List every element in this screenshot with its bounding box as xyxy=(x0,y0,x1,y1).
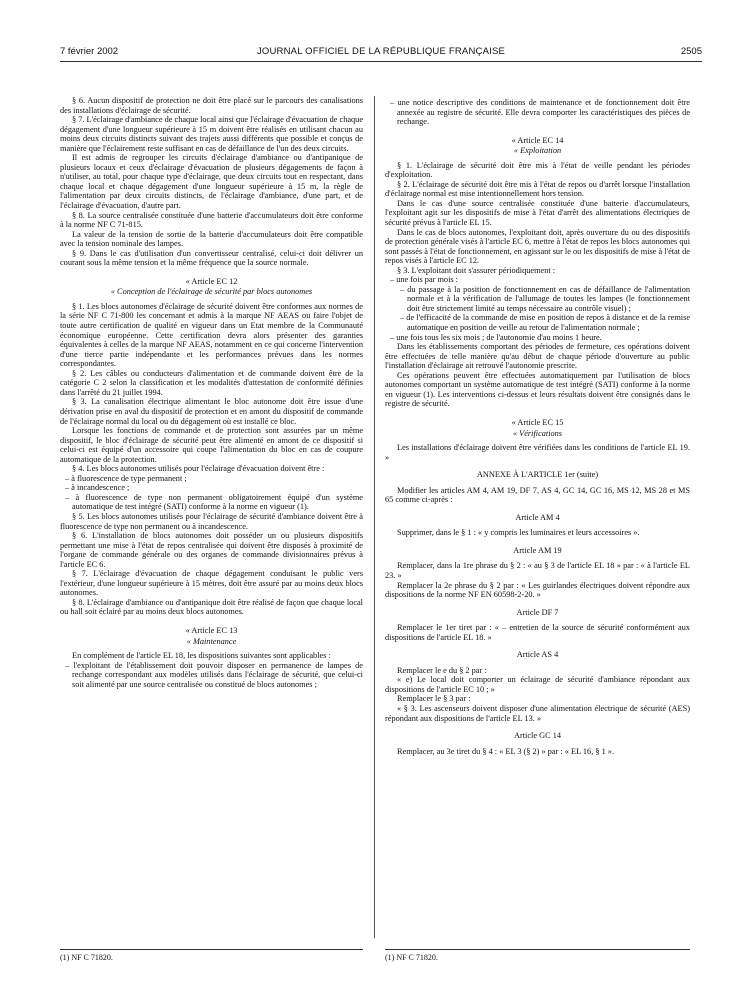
footnote-left: (1) NF C 71820. xyxy=(60,953,113,962)
paragraph: § 4. Les blocs autonomes utilisés pour l'éclairage d'évacuation doivent être : xyxy=(72,464,325,474)
paragraph: § 2. L'éclairage de sécurité doit être mis à l'état de repos ou d'arrêt lorsque l'installation d'éclairage normal est mise intentionnellement hors tension. xyxy=(385,179,690,199)
dash-item: – l'exploitant de l'établissement doit pouvoir disposer en permanence de lampes de rechange correspondant aux modèles utilisés dans l'éclairage de sécurité, que celui-ci soit alimenté par une source centralisée ou constitué de blocs autonomes ; xyxy=(65,660,363,689)
paragraph: Il est admis de regrouper les circuits d'éclairage d'ambiance ou d'antipanique de plusieurs locaux et ceux d'éclairage d'évacuation de plusieurs dégagements de façon à n'utiliser, au total, pour chaque type d'éclairage, que deux circuits tout en respectant, dans chaque local et chaque dégagement d'une longueur supérieure à 15 m, la règle de l'alimentation par deux circuits distincts, de l'éclairage d'ambiance, d'une part, et de l'éclairage d'évacuation, d'autre part. xyxy=(60,153,363,211)
right-column xyxy=(385,98,690,756)
paragraph: Supprimer, dans le § 1 : « y compris les luminaires et leurs accessoires ». xyxy=(397,528,640,538)
paragraph: La valeur de la tension de sortie de la batterie d'accumulateurs doit être compatible avec la tension nominale des lampes. xyxy=(60,229,363,249)
article-gc14-heading: Article GC 14 xyxy=(513,731,561,741)
paragraph: § 1. Les blocs autonomes d'éclairage de sécurité doivent être conformes aux normes de la série NF C 71-800 les concernant et admis à la marque NF AEAS ou faire l'objet de toute autre certification de qualité en vigueur dans un Etat membre de la Communauté économique européenne. Cette certification devra alors présenter des garanties équivalentes à celles de la marque NF AEAS, notamment en ce qui concerne l'intervention d'une tierce partie indépendante et les performances prévues dans les normes correspondantes. xyxy=(60,301,363,369)
paragraph: Remplacer le 1er tiret par : « – entretien de la source de sécurité conformément aux dispositions de l'article EL 18. » xyxy=(385,623,690,642)
page-number: 2505 xyxy=(680,46,702,57)
dash-item: – à fluorescence de type non permanent obligatoirement équipé d'un système automatique de test intégré (SATI) conforme à la norme en vigueur (1). xyxy=(65,492,363,512)
article-ec12-subtitle: « Conception de l'éclairage de sécurité par blocs autonomes xyxy=(110,287,313,297)
paragraph: § 7. L'éclairage d'ambiance de chaque local ainsi que l'éclairage d'évacuation de chaque dégagement d'une longueur supérieure à 15 m doivent être réalisés en utilisant chacun au moins deux circuits distincts suivant des trajets aussi différents que possible et conçus de manière que l'éclairement reste suffisant en cas de défaillance de l'un des deux circuits. xyxy=(60,115,363,153)
journal-title: JOURNAL OFFICIEL DE LA RÉPUBLIQUE FRANÇAISE xyxy=(256,46,506,57)
article-ec14-title: « Article EC 14 xyxy=(511,135,564,145)
paragraph: § 8. L'éclairage d'ambiance ou d'antipanique doit être réalisé de façon que chaque local ou hall soit éclairé par au moins deux blocs autonomes. xyxy=(60,597,363,617)
article-as4-heading: Article AS 4 xyxy=(516,650,559,660)
paragraph: § 3. La canalisation électrique alimentant le bloc autonome doit être issue d'une dérivation prise en aval du dispositif de protection et en amont du dispositif de commande de l'éclairage normal du local ou du dégagement où est installé ce bloc. xyxy=(60,397,363,426)
paragraph: Ces opérations peuvent être effectuées automatiquement par l'utilisation de blocs autonomes comportant un système automatique de test intégré (SATI) conforme à la norme en vigueur (1). Les interventions ci-dessus et leurs résultats doivent être consignés dans le registre de sécurité. xyxy=(385,370,690,409)
paragraph: § 1. L'éclairage de sécurité doit être mis à l'état de veille pendant les périodes d'exploitation. xyxy=(385,160,690,180)
paragraph: En complément de l'article EL 18, les dispositions suivantes sont applicables : xyxy=(72,651,331,661)
dash-item: – une notice descriptive des conditions de maintenance et de fonctionnement doit être annexée au registre de sécurité. Elle devra comporter les caractéristiques des pièces de rechange. xyxy=(390,98,690,127)
article-ec15-subtitle: « Vérifications xyxy=(512,428,563,438)
paragraph: Remplacer la 2e phrase du § 2 par : « Les guirlandes électriques doivent répondre aux dispositions de la norme NF EN 60598-2-20. » xyxy=(385,580,690,600)
dash-item: – une fois par mois : xyxy=(390,275,458,285)
page-header xyxy=(60,46,702,62)
paragraph: Dans le cas d'une source centralisée constituée d'une batterie d'accumulateurs, l'exploitant agit sur les dispositifs de mise à l'état d'arrêt des alimentations électriques de sécurité prévus à l'article EL 15. xyxy=(385,198,690,228)
paragraph: Dans les établissements comportant des périodes de fermeture, ces opérations doivent être effectuées de telle manière qu'au début de chaque période d'ouverture au public l'installation d'éclairage ait retrouvé l'autonomie prescrite. xyxy=(385,342,690,371)
paragraph: Dans le cas de blocs autonomes, l'exploitant doit, après ouverture du ou des dispositifs de protection générale visés à l'article EC 6, mettre à l'état de repos les blocs autonomes qui sont passés à l'état de fonctionnement, en agissant sur le ou les dispositifs de mise à l'état de repos visés à l'article EC 12. xyxy=(385,227,690,266)
paragraph: § 5. Les blocs autonomes utilisés pour l'éclairage de sécurité d'ambiance doivent être à fluorescence de type non permanent ou à incandescence. xyxy=(60,511,363,531)
paragraph: § 7. L'éclairage d'évacuation de chaque dégagement conduisant le public vers l'extérieur, d'une longueur supérieure à 15 mètres, doit être assuré par au moins deux blocs autonomes. xyxy=(60,569,363,598)
article-ec13-subtitle: « Maintenance xyxy=(186,636,237,646)
article-am4-heading: Article AM 4 xyxy=(515,512,560,522)
paragraph: Remplacer le § 3 par : xyxy=(397,694,471,704)
annex-heading: ANNEXE À L'ARTICLE 1er (suite) xyxy=(476,470,599,480)
paragraph: Modifier les articles AM 4, AM 19, DF 7, AS 4, GC 14, GC 16, MS 12, MS 28 et MS 65 comme ci-après : xyxy=(385,485,690,505)
article-ec13-title: « Article EC 13 xyxy=(185,625,238,635)
paragraph: Remplacer, au 3e tiret du § 4 : « EL 3 (§ 2) » par : « EL 16, § 1 ». xyxy=(397,746,615,756)
dash-item: – une fois tous les six mois ; de l'autonomie d'au moins 1 heure. xyxy=(390,332,602,342)
paragraph: § 8. La source centralisée constituée d'une batterie d'accumulateurs doit être conforme à la norme NF C 71-815. xyxy=(60,210,363,230)
header-rule xyxy=(60,61,702,62)
paragraph: Les installations d'éclairage doivent être vérifiées dans les conditions de l'article EL 19. » xyxy=(385,443,690,462)
paragraph: § 6. L'installation de blocs autonomes doit posséder un ou plusieurs dispositifs permettant une mise à l'état de repos centralisée qui doivent être disposés à proximité de l'organe de commande générale ou des organes de commande divisionnaires prévus à l'article EC 6. xyxy=(60,531,363,569)
column-separator xyxy=(374,96,375,938)
left-column xyxy=(60,96,363,689)
article-ec14-subtitle: « Exploitation xyxy=(513,146,562,156)
paragraph: Remplacer, dans la 1re phrase du § 2 : « au § 3 de l'article EL 18 » par : « à l'article EL 23. » xyxy=(385,561,690,580)
article-ec12-title: « Article EC 12 xyxy=(185,276,238,286)
sub-dash-item: – du passage à la position de fonctionnement en cas de défaillance de l'alimentation normale et à la vérification de l'allumage de toutes les lampes (le fonctionnement doit être strictement limité au temps nécessaire au contrôle visuel) ; xyxy=(400,284,690,313)
paragraph: § 6. Aucun dispositif de protection ne doit être placé sur le parcours des canalisations des installations d'éclairage de sécurité. xyxy=(60,96,363,115)
dash-item: – à incandescence ; xyxy=(65,483,130,493)
article-am19-heading: Article AM 19 xyxy=(513,545,562,555)
article-df7-heading: Article DF 7 xyxy=(516,607,559,617)
paragraph: « e) Le local doit comporter un éclairage de sécurité d'ambiance répondant aux dispositions de l'article EC 10 ; » xyxy=(385,675,690,694)
paragraph: § 9. Dans le cas d'utilisation d'un convertisseur centralisé, celui-ci doit délivrer un courant sous la même tension et la même fréquence que la source normale. xyxy=(60,248,363,268)
paragraph: § 3. L'exploitant doit s'assurer périodiquement : xyxy=(397,265,556,275)
issue-date: 7 février 2002 xyxy=(60,46,119,57)
footnote-rule-right xyxy=(385,949,690,950)
paragraph: « § 3. Les ascenseurs doivent disposer d'une alimentation électrique de sécurité (AES) répondant aux dispositions de l'article EL 13. » xyxy=(385,703,690,723)
paragraph: Remplacer le e du § 2 par : xyxy=(397,665,487,675)
article-ec15-title: « Article EC 15 xyxy=(511,417,564,427)
footnote-right: (1) NF C 71820. xyxy=(385,953,438,962)
footnote-rule-left xyxy=(60,949,363,950)
paragraph: § 2. Les câbles ou conducteurs d'alimentation et de commande doivent être de la catégorie C 2 selon la classification et les modalités d'attestation de conformité définies dans l'arrêté du 21 juillet 1994. xyxy=(60,368,363,397)
sub-dash-item: – de l'efficacité de la commande de mise en position de repos à distance et de la remise automatique en position de veille au retour de l'alimentation normale ; xyxy=(400,313,690,333)
paragraph: Lorsque les fonctions de commande et de protection sont assurées par un même dispositif, le bloc d'éclairage de sécurité peut être alimenté en amont de ce dispositif si celui-ci est équipé d'un accessoire qui coupe l'alimentation du bloc en cas de coupure automatique de la protection. xyxy=(60,426,363,464)
dash-item: – à fluorescence de type permanent ; xyxy=(65,473,187,483)
